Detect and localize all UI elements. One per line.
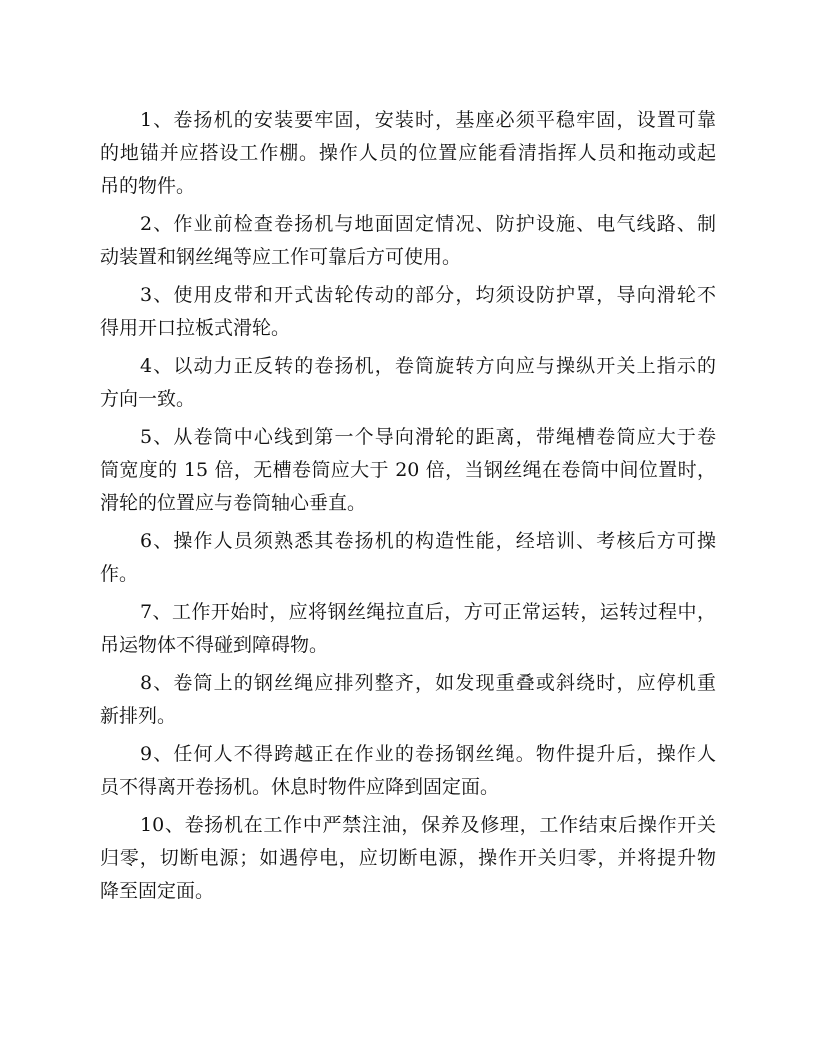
text-line: 新排列。 (100, 705, 177, 727)
text-line: 降至固定面。 (100, 880, 215, 902)
text-line: 3、使用皮带和开式齿轮传动的部分，均须设防护罩，导向滑轮不 (140, 284, 716, 306)
paragraph-3 (100, 279, 716, 345)
text-line: 滑轮的位置应与卷筒轴心垂直。 (100, 492, 367, 514)
text-line: 吊运物体不得碰到障碍物。 (100, 634, 329, 656)
text-line: 9、任何人不得跨越正在作业的卷扬钢丝绳。物件提升后，操作人 (140, 743, 716, 765)
paragraph-2 (100, 208, 716, 274)
text-line: 得用开口拉板式滑轮。 (100, 317, 291, 339)
paragraph-6 (100, 525, 716, 591)
text-line: 的地锚并应搭设工作棚。操作人员的位置应能看清指挥人员和拖动或起 (100, 142, 716, 164)
text-line: 7、工作开始时，应将钢丝绳拉直后，方可正常运转，运转过程中， (140, 601, 716, 623)
paragraph-10 (100, 809, 716, 908)
text-line: 员不得离开卷扬机。休息时物件应降到固定面。 (100, 776, 500, 798)
text-line: 吊的物件。 (100, 175, 196, 197)
text-line: 作。 (100, 563, 139, 585)
document-page (100, 104, 716, 913)
paragraph-8 (100, 667, 716, 733)
text-line: 筒宽度的 15 倍，无槽卷筒应大于 20 倍，当钢丝绳在卷筒中间位置时， (100, 459, 716, 481)
text-line: 2、作业前检查卷扬机与地面固定情况、防护设施、电气线路、制 (140, 213, 716, 235)
paragraph-5 (100, 421, 716, 520)
text-line: 归零，切断电源；如遇停电，应切断电源，操作开关归零，并将提升物 (100, 847, 716, 869)
text-line: 10、卷扬机在工作中严禁注油，保养及修理，工作结束后操作开关 (140, 814, 716, 836)
paragraph-4 (100, 350, 716, 416)
paragraph-9 (100, 738, 716, 804)
text-line: 5、从卷筒中心线到第一个导向滑轮的距离，带绳槽卷筒应大于卷 (140, 426, 716, 448)
text-line: 6、操作人员须熟悉其卷扬机的构造性能，经培训、考核后方可操 (140, 530, 716, 552)
text-line: 4、以动力正反转的卷扬机，卷筒旋转方向应与操纵开关上指示的 (140, 355, 716, 377)
paragraph-1 (100, 104, 716, 203)
text-line: 8、卷筒上的钢丝绳应排列整齐，如发现重叠或斜绕时，应停机重 (140, 672, 716, 694)
paragraph-7 (100, 596, 716, 662)
text-line: 动装置和钢丝绳等应工作可靠后方可使用。 (100, 246, 462, 268)
text-line: 方向一致。 (100, 388, 196, 410)
text-line: 1、卷扬机的安装要牢固，安装时，基座必须平稳牢固，设置可靠 (140, 109, 716, 131)
